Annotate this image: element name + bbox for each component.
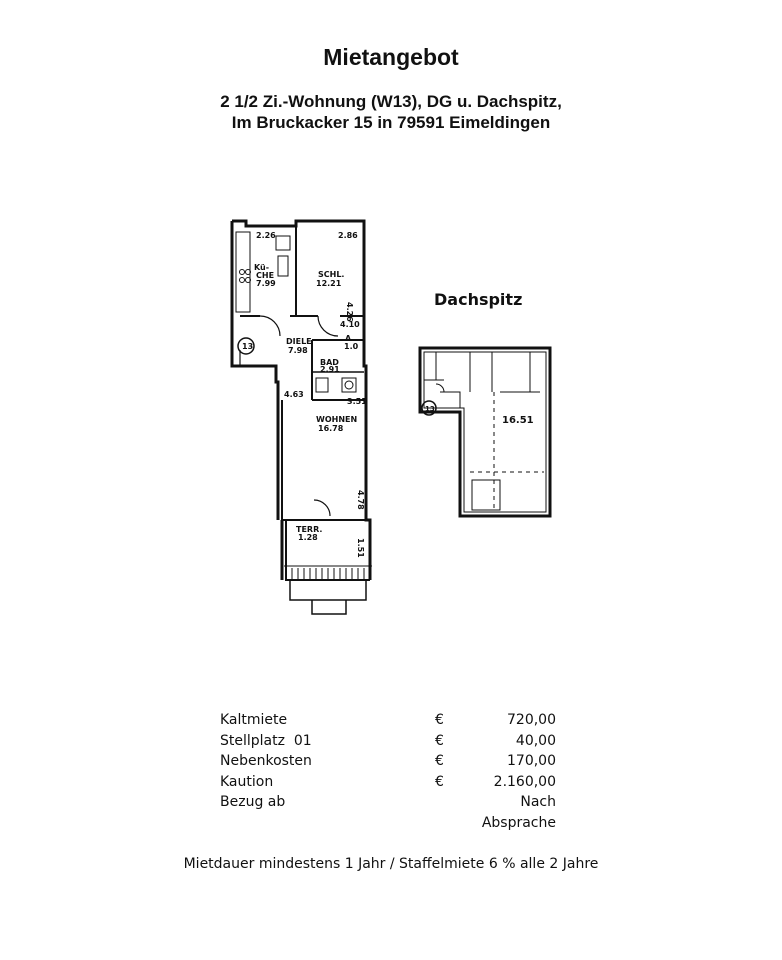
room-label-schl: SCHL. <box>318 270 345 279</box>
unit-number: 13 <box>242 342 254 351</box>
dim-label: 4.10 <box>340 320 360 329</box>
room-label-bad: BAD <box>320 358 339 367</box>
dim-label: 1.51 <box>356 538 365 558</box>
room-area-dachspitz: 16.51 <box>502 415 534 426</box>
cost-row <box>220 733 560 754</box>
dim-label: 4.26 <box>345 302 354 322</box>
cost-row <box>220 712 560 733</box>
cost-label: Kaltmiete <box>220 712 288 728</box>
cost-row <box>220 794 560 815</box>
cost-currency: € <box>435 753 444 769</box>
room-label-kueche-2: CHE <box>256 271 275 280</box>
cost-label: Kaution <box>220 773 274 790</box>
room-label-terr: TERR. <box>296 525 323 534</box>
room-label-kueche: Kü- <box>254 263 270 272</box>
room-area-diele: 7.98 <box>288 346 308 355</box>
cost-amount: 170,00 <box>507 753 556 769</box>
room-area-kueche: 7.99 <box>256 279 276 288</box>
room-label-a: A <box>345 334 352 343</box>
cost-row <box>220 815 560 836</box>
room-area-wohnen: 16.78 <box>318 424 344 433</box>
cost-row <box>220 774 560 795</box>
cost-currency: € <box>435 712 444 728</box>
cost-currency: € <box>435 773 444 790</box>
room-area-a: 1.0 <box>344 342 359 351</box>
footer-note: Mietdauer mindestens 1 Jahr / Staffelmiete 6 % alle 2 Jahre <box>183 856 599 872</box>
cost-label: Stellplatz 01 <box>220 732 312 749</box>
page-title: Mietangebot <box>323 44 459 70</box>
dim-label: 3.51 <box>347 397 367 406</box>
cost-amount: 40,00 <box>515 732 556 749</box>
cost-amount: Nach <box>520 794 556 810</box>
dim-label: 2.26 <box>256 231 276 240</box>
cost-label: Nebenkosten <box>220 753 312 769</box>
subtitle-line-2: Im Bruckacker 15 in 79591 Eimeldingen <box>231 113 551 132</box>
room-area-terr: 1.28 <box>298 533 318 542</box>
dim-label: 2.86 <box>338 231 358 240</box>
cost-label: Bezug ab <box>220 794 286 810</box>
subtitle-line-1: 2 1/2 Zi.-Wohnung (W13), DG u. Dachspitz, <box>220 92 562 111</box>
dim-label: 4.78 <box>356 490 365 510</box>
room-area-schl: 12.21 <box>316 279 342 288</box>
dachspitz-label: Dachspitz <box>434 290 523 309</box>
cost-amount: Absprache <box>481 814 556 831</box>
room-label-wohnen: WOHNEN <box>316 415 358 424</box>
unit-number-dachspitz: 13 <box>425 405 435 413</box>
cost-row <box>220 753 560 774</box>
cost-table <box>220 712 560 835</box>
cost-amount: 720,00 <box>507 712 556 728</box>
room-area-bad: 2.91 <box>320 365 340 374</box>
room-label-diele: DIELE <box>286 337 312 346</box>
cost-amount: 2.160,00 <box>493 773 556 790</box>
cost-currency: € <box>435 732 444 749</box>
dim-label: 4.63 <box>284 390 304 399</box>
